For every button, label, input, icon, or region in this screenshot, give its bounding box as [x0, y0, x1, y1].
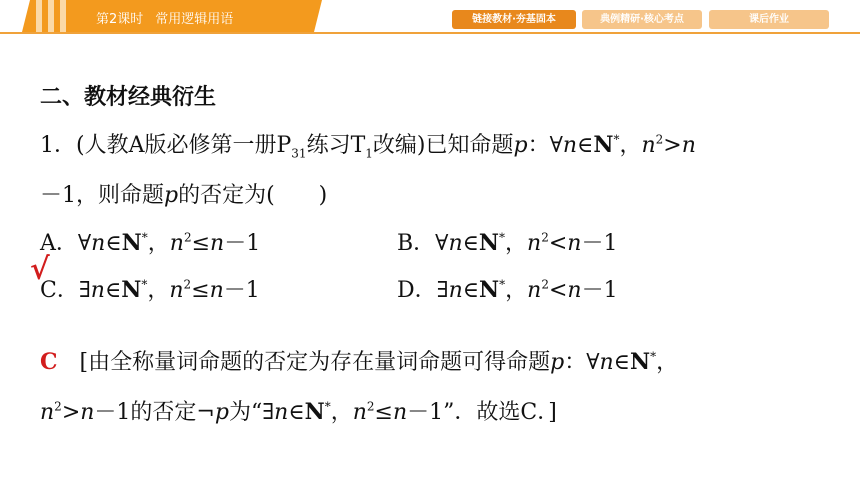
var-n: n [392, 400, 408, 425]
in-symbol: ∈ [104, 278, 122, 303]
set-N: N [593, 132, 614, 158]
answer-line-1 [40, 345, 678, 376]
set-N: N [479, 277, 500, 303]
var-n: n [169, 231, 184, 256]
question-number: 1． [40, 133, 76, 158]
nav-button-examples[interactable]: 典例精研·核心考点 [582, 10, 702, 29]
section-title: 二、教材经典衍生 [40, 85, 217, 110]
option-b-label: B．∀ [397, 231, 449, 256]
var-n: n [599, 350, 614, 375]
option-tail: －1 [581, 278, 618, 303]
var-p: p [164, 183, 179, 208]
var-n: n [527, 278, 542, 303]
header-divider [0, 32, 860, 34]
var-p: p [550, 350, 565, 375]
in-symbol: ∈ [577, 133, 594, 158]
var-n: n [209, 278, 224, 303]
question-source: (人教A版必修第一册P [76, 133, 292, 158]
in-symbol: ∈ [613, 350, 630, 375]
nav-button-textbook[interactable]: 链接教材·夯基固本 [452, 10, 576, 29]
answer-line-2 [40, 395, 557, 426]
var-n: n [352, 400, 367, 425]
question-source-end: 改编)已知命题 [372, 133, 514, 158]
var-n: n [40, 400, 55, 425]
option-a[interactable] [40, 226, 260, 257]
colon-forall: ：∀ [564, 350, 600, 375]
nav-button-homework[interactable]: 课后作业 [709, 10, 829, 29]
star: * [499, 277, 506, 292]
var-n: n [90, 278, 105, 303]
var-n: n [567, 278, 582, 303]
option-tail: －1 [223, 278, 260, 303]
comma: ， [330, 400, 353, 425]
set-N: N [478, 230, 500, 256]
square: 2 [655, 132, 664, 147]
comma: ， [656, 350, 679, 375]
answer-text: －1的否定¬ [94, 400, 215, 425]
var-n: n [567, 231, 582, 256]
in-symbol: ∈ [288, 400, 305, 425]
var-n: n [448, 231, 463, 256]
lesson-number: 第2课时 [96, 12, 144, 27]
comma: ， [619, 133, 642, 158]
exercise-subscript: 1 [365, 146, 373, 161]
question-text: －1，则命题 [40, 183, 164, 208]
option-c[interactable] [40, 273, 260, 304]
option-d-label: D．∃ [397, 278, 449, 303]
star: * [650, 349, 657, 364]
set-N: N [629, 349, 651, 375]
in-symbol: ∈ [462, 278, 480, 303]
question-source-mid: 练习T [306, 133, 366, 158]
relation: < [548, 231, 568, 256]
set-N: N [304, 399, 325, 425]
square: 2 [183, 230, 192, 245]
var-p: p [513, 133, 528, 158]
option-a-label: A．∀ [40, 231, 92, 256]
star: * [499, 230, 506, 245]
star: * [613, 132, 620, 147]
lesson-label [96, 8, 245, 27]
decor-stripe [60, 0, 66, 32]
top-bar [0, 0, 860, 34]
decor-stripe [36, 0, 42, 32]
option-tail: －1 [581, 231, 618, 256]
gt-symbol: > [663, 133, 682, 158]
check-mark-icon: √ [30, 252, 50, 287]
var-n: n [527, 231, 542, 256]
question-line-2 [40, 178, 327, 209]
square: 2 [183, 277, 192, 292]
var-p: p [214, 400, 229, 425]
var-n: n [681, 133, 696, 158]
star: * [141, 230, 148, 245]
star: * [324, 399, 331, 414]
answer-text: 为“∃ [228, 400, 275, 425]
colon-forall: ：∀ [527, 133, 563, 158]
var-n: n [274, 400, 289, 425]
decor-stripe [48, 0, 54, 32]
in-symbol: ∈ [462, 231, 479, 256]
comma: ， [147, 278, 170, 303]
star: * [141, 277, 148, 292]
var-n: n [210, 231, 225, 256]
in-symbol: ∈ [105, 231, 122, 256]
answer-letter: C [40, 349, 58, 375]
set-N: N [121, 277, 142, 303]
relation: < [548, 278, 568, 303]
question-text-end: 的否定为( ) [178, 183, 328, 208]
option-d[interactable] [397, 273, 618, 304]
relation: ≤ [191, 278, 210, 303]
relation: ≤ [374, 400, 393, 425]
answer-text-end: －1”．故选C．] [407, 400, 557, 425]
set-N: N [121, 230, 142, 256]
comma: ， [147, 231, 170, 256]
square: 2 [541, 230, 549, 245]
var-n: n [169, 278, 184, 303]
var-n: n [562, 133, 578, 158]
var-n: n [80, 400, 95, 425]
gt-symbol: > [61, 400, 81, 425]
option-c-label: C．∃ [40, 278, 91, 303]
answer-text: [由全称量词命题的否定为存在量词命题可得命题 [79, 350, 551, 375]
lesson-title: 常用逻辑用语 [155, 12, 234, 27]
comma: ， [505, 278, 528, 303]
var-n: n [448, 278, 463, 303]
option-tail: －1 [224, 231, 261, 256]
question-line-1 [40, 128, 696, 160]
comma: ， [505, 231, 528, 256]
square: 2 [366, 399, 375, 414]
relation: ≤ [191, 231, 211, 256]
page-subscript: 31 [291, 146, 307, 161]
var-n: n [91, 231, 106, 256]
option-b[interactable] [397, 226, 617, 257]
square: 2 [541, 277, 549, 292]
square: 2 [54, 399, 62, 414]
var-n: n [641, 133, 656, 158]
